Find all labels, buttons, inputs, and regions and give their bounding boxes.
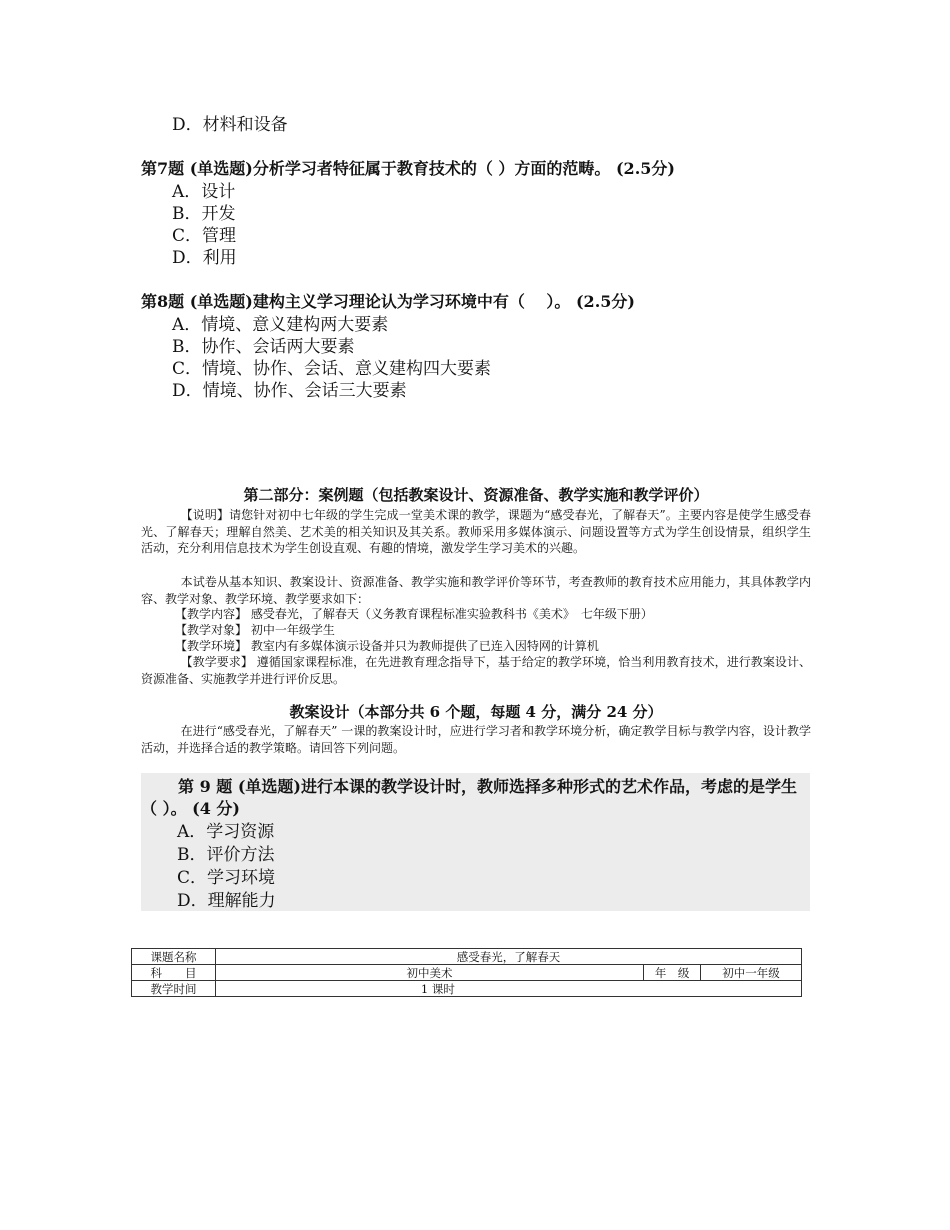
subject-label: 科 目	[132, 965, 216, 981]
lesson-info-table	[131, 948, 802, 997]
question-7-option-a: A．设计	[172, 182, 236, 202]
question-9-title: 第 9 题 (单选题)进行本课的教学设计时，教师选择多种形式的艺术作品，考虑的是学生（ ）。 (4 分)	[141, 777, 797, 818]
part2-heading: 第二部分：案例题（包括教案设计、资源准备、教学实施和教学评价）	[243, 486, 709, 504]
time-label: 教学时间	[132, 981, 216, 997]
part2-scope: 本试卷从基本知识、教案设计、资源准备、教学实施和教学评价等环节，考查教师的教育技术应用能力，其具体教学内容、教学对象、教学环境、教学要求如下：	[141, 575, 811, 606]
question-7-option-c: C．管理	[172, 226, 237, 246]
question-8-title: 第8题 (单选题)建构主义学习理论认为学习环境中有（ ）。 (2.5分)	[141, 292, 635, 311]
question-7-title: 第7题 (单选题)分析学习者特征属于教育技术的（ ）方面的范畴。 (2.5分)	[141, 159, 675, 178]
question-7-option-b: B．开发	[172, 204, 236, 224]
question-7-option-d: D．利用	[172, 248, 237, 268]
teaching-requirement: 【教学要求】 遵循国家课程标准，在先进教育理念指导下，基于给定的教学环境，恰当利用教育技术，进行教案设计、资源准备、实施教学并进行评价反思。	[141, 655, 811, 686]
table-row	[132, 981, 802, 997]
teaching-content: 【教学内容】 感受春光，了解春天（义务教育课程标准实验教科书《美术》 七年级下册）	[175, 607, 653, 621]
question-8-option-b: B．协作、会话两大要素	[172, 337, 355, 357]
question-8-option-c: C．情境、协作、会话、意义建构四大要素	[172, 359, 492, 379]
design-heading: 教案设计（本部分共 6 个题，每题 4 分，满分 24 分）	[289, 703, 663, 721]
topic-label: 课题名称	[132, 949, 216, 965]
question-9-option-a: A．学习资源	[177, 822, 275, 842]
subject-value: 初中美术	[215, 965, 643, 981]
time-value: 1 课时	[215, 981, 801, 997]
grade-value: 初中一年级	[701, 965, 802, 981]
question-9-option-d: D．理解能力	[177, 891, 276, 911]
table-row	[132, 965, 802, 981]
grade-label: 年 级	[644, 965, 701, 981]
table-row	[132, 949, 802, 965]
prev-question-option-d: D．材料和设备	[172, 115, 288, 135]
question-8-option-d: D．情境、协作、会话三大要素	[172, 381, 407, 401]
part2-explanation: 【说明】请您针对初中七年级的学生完成一堂美术课的教学，课题为“感受春光，了解春天”。主要内容是使学生感受春光、了解春天；理解自然美、艺术美的相关知识及其关系。教师采用多媒体演示、问题设置等方式为学生创设情景，组织学生活动，充分利用信息技术为学生创设直观、有趣的情境，激发学生学习美术的兴趣。	[141, 508, 811, 555]
question-9-block	[141, 773, 810, 911]
teaching-target: 【教学对象】 初中一年级学生	[175, 623, 335, 637]
teaching-environment: 【教学环境】 教室内有多媒体演示设备并只为教师提供了已连入因特网的计算机	[175, 639, 599, 653]
design-intro: 在进行“感受春光，了解春天” 一课的教案设计时，应进行学习者和教学环境分析，确定教学目标与教学内容，设计教学活动，并选择合适的教学策略。请回答下列问题。	[141, 724, 811, 755]
topic-value: 感受春光，了解春天	[215, 949, 801, 965]
question-9-option-c: C．学习环境	[177, 868, 276, 888]
question-9-option-b: B．评价方法	[177, 845, 275, 865]
question-8-option-a: A．情境、意义建构两大要素	[172, 315, 389, 335]
